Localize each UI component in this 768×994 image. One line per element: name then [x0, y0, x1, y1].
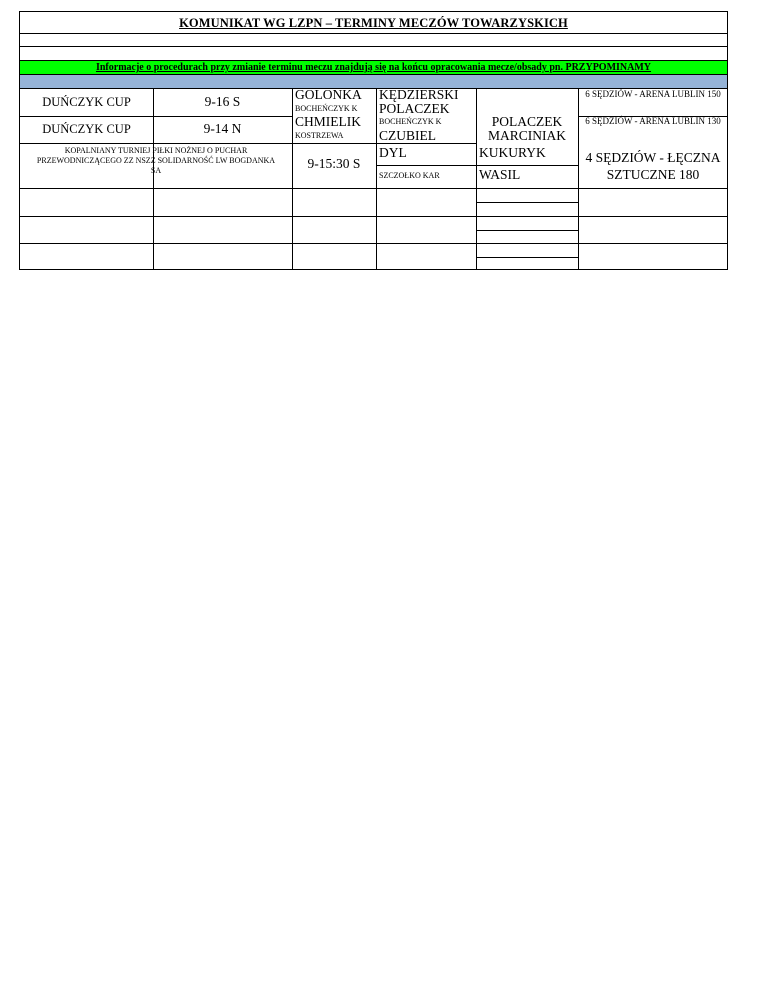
venue-line: 4 SĘDZIÓW - ŁĘCZNA: [585, 150, 721, 165]
assistant-referee: KOSTRZEWA: [295, 131, 344, 140]
venue: 6 SĘDZIÓW - ARENA LUBLIN 150: [585, 89, 721, 99]
event-name: DUŃCZYK CUP: [42, 95, 131, 109]
referee: GOLONKA: [295, 87, 362, 102]
referee: POLACZEK: [491, 114, 563, 129]
assistant-referee: WASIL: [479, 167, 521, 182]
referee: DYL: [379, 145, 407, 160]
referee: KUKURYK: [479, 145, 546, 160]
match-time: 9-16 S: [204, 94, 241, 109]
info-banner: Informacje o procedurach przy zmianie terminu meczu znajdują się na końcu opracowania mecze/obsady pn. PRZYPOMINAMY: [19, 60, 728, 74]
assistant-referee: CZUBIEL: [379, 128, 436, 143]
venue: 6 SĘDZIÓW - ARENA LUBLIN 130: [585, 116, 721, 126]
event-name-line: SA: [150, 166, 162, 175]
matches-table: [19, 88, 728, 270]
blank-row: [19, 33, 728, 46]
referee: KĘDZIERSKI: [379, 87, 459, 102]
event-name: DUŃCZYK CUP: [42, 122, 131, 136]
assistant-referee: SZCZOŁKO KAR: [379, 171, 440, 180]
referee: CHMIELIK: [295, 114, 361, 129]
header-band: [19, 74, 728, 88]
match-time: 9-14 N: [203, 121, 242, 136]
assistant-referee: MARCINIAK: [487, 128, 566, 143]
venue-line: SZTUCZNE 180: [606, 167, 700, 182]
venue: [578, 149, 728, 183]
match-time: 9-15:30 S: [307, 156, 361, 171]
event-name-line: KOPALNIANY TURNIEJ PIŁKI NOŻNEJ O PUCHAR: [64, 146, 248, 155]
page-title: KOMUNIKAT WG LZPN – TERMINY MECZÓW TOWARZYSKICH: [19, 11, 728, 33]
schedule-sheet: [19, 11, 728, 270]
assistant-referee: POLACZEK: [379, 101, 450, 116]
event-name-line: PRZEWODNICZĄCEGO ZZ NSZZ SOLIDARNOŚĆ LW BOGDANKA: [36, 156, 276, 165]
referee: BOCHEŃCZYK K: [379, 117, 442, 126]
event-name: [20, 146, 292, 176]
assistant-referee: BOCHEŃCZYK K: [295, 104, 358, 113]
blank-row: [19, 46, 728, 60]
